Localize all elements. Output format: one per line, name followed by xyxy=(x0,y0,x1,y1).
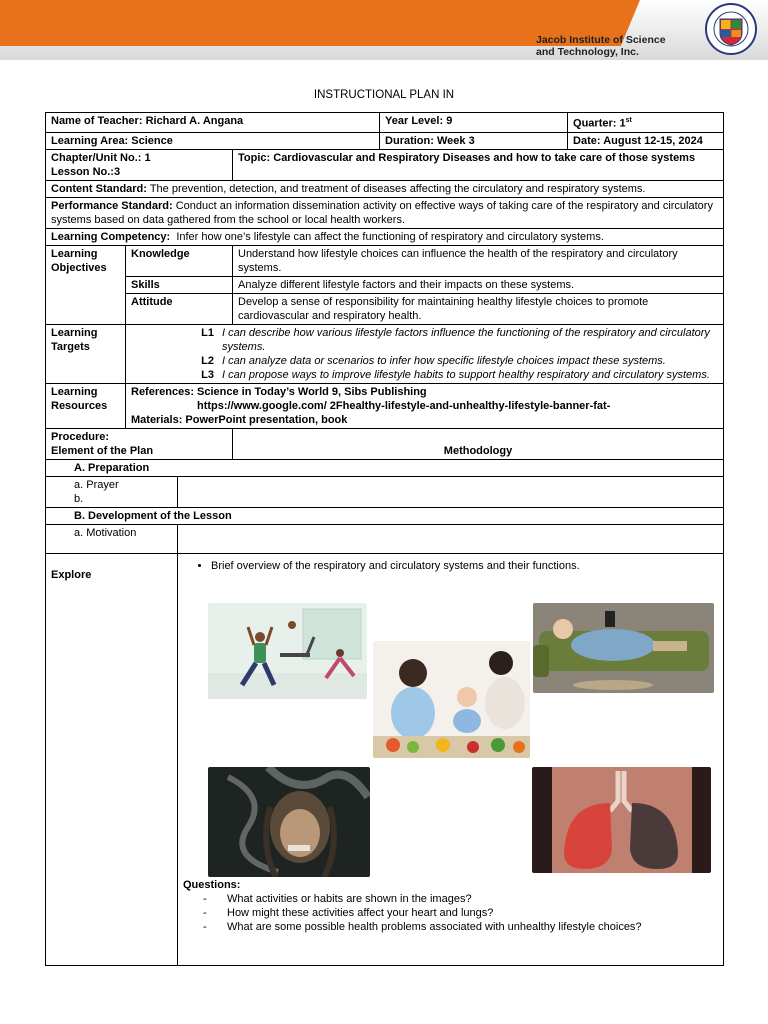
methodology-label: Methodology xyxy=(233,428,724,459)
development-label: B. Development of the Lesson xyxy=(46,507,724,524)
knowledge-text: Understand how lifestyle choices can influence the health of the respiratory and circulatory systems. xyxy=(233,245,724,276)
learning-competency-cell: Learning Competency: Infer how one’s lifestyle can affect the functioning of respiratory and circulatory systems. xyxy=(46,228,724,245)
question-item: - How might these activities affect your heart and lungs? xyxy=(203,906,642,920)
element-of-plan-label: Element of the Plan xyxy=(51,444,154,457)
exercise-gym-image xyxy=(208,603,367,699)
duration-cell: Duration: Week 3 xyxy=(380,132,568,149)
school-seal-logo xyxy=(700,2,762,56)
motivation-methodology-cell xyxy=(178,524,724,553)
year-level-cell: Year Level: 9 xyxy=(380,113,568,133)
question-item: - What are some possible health problems associated with unhealthy lifestyle choices? xyxy=(203,920,642,934)
questions-label: Questions: xyxy=(183,878,241,891)
motivation-item: a. Motivation xyxy=(74,526,137,539)
content-standard-cell: Content Standard: The prevention, detection, and treatment of diseases affecting the circulatory and respiratory systems. xyxy=(46,180,724,197)
skills-text: Analyze different lifestyle factors and their impacts on these systems. xyxy=(233,276,724,293)
targets-list xyxy=(126,324,724,383)
b-item: b. xyxy=(74,492,84,505)
prayer-item: a. Prayer xyxy=(74,478,119,491)
smoking-man-image xyxy=(208,767,370,877)
family-healthy-eating-image xyxy=(373,641,530,758)
school-name-line1: Jacob Institute of Science xyxy=(536,34,666,46)
resources-cell xyxy=(126,383,724,428)
skills-label: Skills xyxy=(126,276,233,293)
question-item: - What activities or habits are shown in the images? xyxy=(203,892,642,906)
motivation-cell xyxy=(46,524,178,553)
quarter-cell: Quarter: 1st xyxy=(568,113,724,133)
school-name xyxy=(536,34,666,58)
reference-url: https://www.google.com/ 2Fhealthy-lifestyle-and-unhealthy-lifestyle-banner-fat- xyxy=(197,399,611,412)
overview-item: • Brief overview of the respiratory and circulatory systems and their functions. xyxy=(211,559,718,573)
lungs-image xyxy=(532,767,711,873)
procedure-cell xyxy=(46,428,233,459)
teacher-cell: Name of Teacher: Richard A. Angana xyxy=(46,113,380,133)
objectives-label: Learning Objectives xyxy=(46,245,126,324)
explore-label: Explore xyxy=(46,553,178,965)
attitude-text: Develop a sense of responsibility for maintaining healthy lifestyle choices to promote cardiovascular and respiratory health. xyxy=(233,293,724,324)
knowledge-label: Knowledge xyxy=(126,245,233,276)
questions-block xyxy=(183,878,642,934)
school-name-line2: and Technology, Inc. xyxy=(536,46,639,58)
target-item: L1 I can describe how various lifestyle factors influence the functioning of the respiratory and circulatory systems. xyxy=(201,326,710,353)
date-cell: Date: August 12-15, 2024 xyxy=(568,132,724,149)
attitude-label: Attitude xyxy=(126,293,233,324)
target-item: L3 I can propose ways to improve lifestyle habits to support healthy respiratory and circulatory systems. xyxy=(201,368,710,381)
overview-list xyxy=(211,559,718,573)
page-title: INSTRUCTIONAL PLAN IN xyxy=(313,89,455,101)
preparation-label: A. Preparation xyxy=(46,459,724,476)
procedure-label: Procedure: xyxy=(51,430,110,443)
questions-list xyxy=(183,892,642,934)
performance-standard-cell: Performance Standard: Conduct an information dissemination activity on effective ways of taking care of the respiratory and circulatory systems based on data gathered from the school or local health workers. xyxy=(46,197,724,228)
learning-area-cell: Learning Area: Science xyxy=(46,132,380,149)
target-item: L2 I can analyze data or scenarios to infer how specific lifestyle choices impact these systems. xyxy=(201,354,666,367)
references-text: References: Science in Today’s World 9, Sibs Publishing xyxy=(131,385,427,398)
topic-cell: Topic: Cardiovascular and Respiratory Diseases and how to take care of those systems xyxy=(233,149,724,180)
targets-label: Learning Targets xyxy=(46,324,126,383)
resources-label: Learning Resources xyxy=(46,383,126,428)
chapter-lesson-cell: Chapter/Unit No.: 1 Lesson No.:3 xyxy=(46,149,233,180)
prayer-methodology-cell xyxy=(178,476,724,507)
materials-text: Materials: PowerPoint presentation, book xyxy=(131,413,348,426)
couch-potato-image xyxy=(533,603,714,693)
prayer-cell xyxy=(46,476,178,507)
